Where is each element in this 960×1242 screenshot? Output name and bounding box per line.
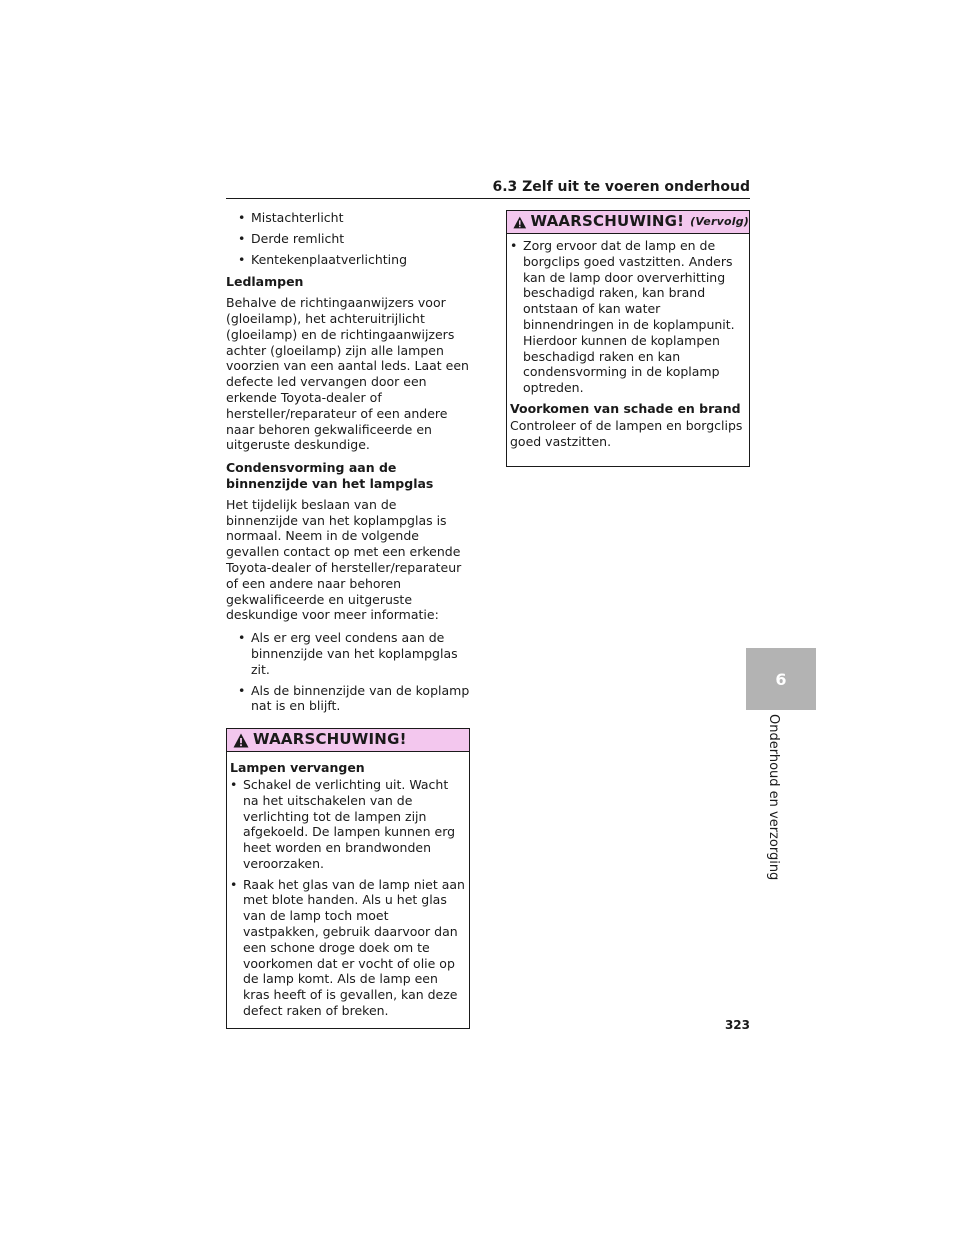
heading-condensvorming: Condensvorming aan de binnenzijde van het lampglas (226, 460, 434, 491)
paragraph-condensvorming: Het tijdelijk beslaan van de binnenzijde van het koplampglas is normaal. Neem in de volgende gevallen contact op met een erkende Toyota-dealer of hersteller/reparateur of een andere naar behoren gekwalificeerde en uitgeruste deskundige voor meer informatie: (226, 496, 462, 623)
heading-ledlampen: Ledlampen (226, 274, 304, 290)
paragraph-ledlampen: Behalve de richtingaanwijzers voor (gloeilamp), het achteruitrijlicht (gloeilamp) en de richtingaanwijzers achter (gloeilamp) zijn alle lampen voorzien van een aantal leds. Laat een defecte led vervangen door een erkende Toyota-dealer of hersteller/reparateur of een andere naar behoren gekwalificeerde en uitgeruste deskundige. (226, 295, 469, 453)
warning-header (507, 211, 749, 234)
warning-body (507, 234, 749, 466)
list-item: • Als de binnenzijde van de koplamp nat is en blijft. (238, 683, 470, 715)
chapter-tab: 6 (746, 648, 816, 710)
warning-item: • Schakel de verlichting uit. Wacht na het uitschakelen van de verlichting tot de lampen zijn afgekoeld. De lampen kunnen erg heet worden en brandwonden veroorzaken. (230, 777, 466, 872)
page-number: 323 (724, 1018, 750, 1032)
warning-triangle-icon (233, 733, 249, 748)
warning-item: • Zorg ervoor dat de lamp en de borgclips goed vastzitten. Anders kan de lamp door oververhitting beschadigd raken, kan brand ontstaan of kan water binnendringen in de koplampunit. Hierdoor kunnen de koplampen beschadigd raken en kan condensvorming in de koplamp optreden. (510, 238, 746, 396)
warning-box-continued (506, 210, 750, 467)
left-column (226, 210, 470, 1029)
list-item: • Mistachterlicht (238, 210, 470, 226)
warning-item: • Raak het glas van de lamp niet aan met blote handen. Als u het glas van de lamp toch moet vastpakken, gebruik daarvoor dan een schone droge doek om te voorkomen dat er vocht of olie op de lamp komt. Als de lamp een kras heeft of is gevallen, kan deze defect raken of breken. (230, 877, 466, 1019)
chapter-label: Onderhoud en verzorging (766, 714, 781, 881)
warning-title: WAARSCHUWING! (253, 730, 407, 749)
warning-continued-label: (Vervolg) (690, 215, 749, 229)
warning-subheading: Voorkomen van schade en brand (510, 400, 741, 416)
warning-body (227, 752, 469, 1028)
warning-title: WAARSCHUWING! (530, 212, 685, 231)
warning-header (227, 729, 469, 752)
warning-subheading: Lampen vervangen (230, 760, 365, 776)
warning-paragraph: Controleer of de lampen en borgclips goed vastzitten. (510, 417, 743, 449)
list-item: • Kentekenplaatverlichting (238, 252, 470, 268)
warning-triangle-icon (513, 215, 527, 230)
list-item: • Als er erg veel condens aan de binnenzijde van het koplampglas zit. (238, 630, 470, 677)
header-rule (226, 198, 750, 199)
section-header: 6.3 Zelf uit te voeren onderhoud (492, 179, 750, 195)
right-column (506, 210, 750, 467)
list-item: • Derde remlicht (238, 231, 470, 247)
warning-box (226, 728, 470, 1029)
